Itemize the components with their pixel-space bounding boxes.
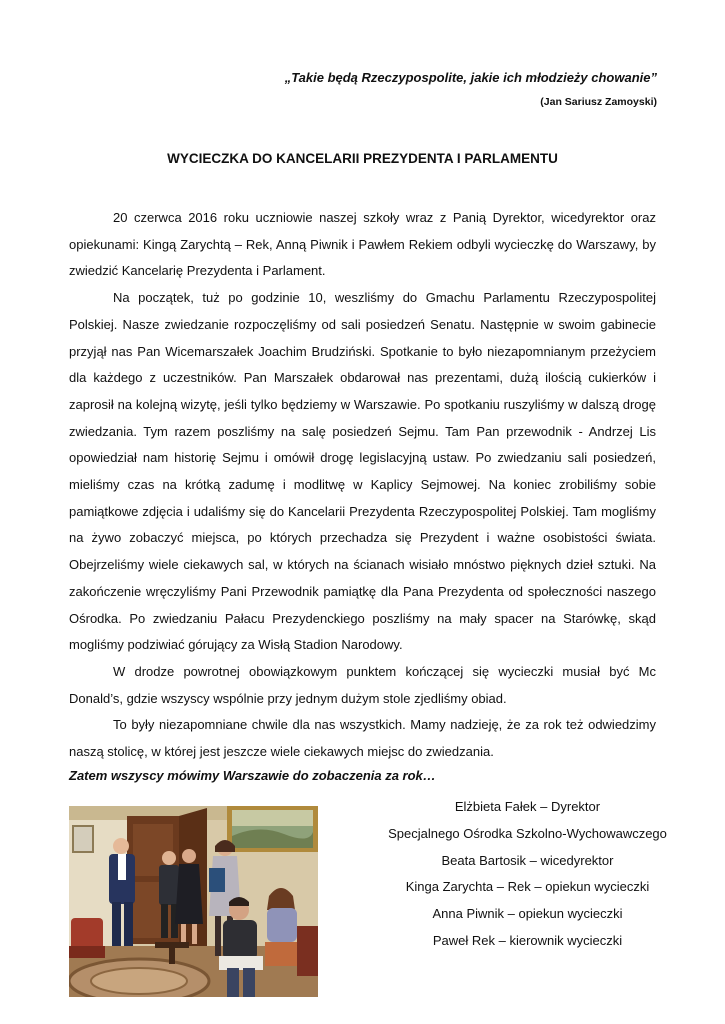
paragraph: To były niezapomniane chwile dla nas wszystkich. Mamy nadzieję, że za rok też odwiedzimy naszą stolicę, w której jest jeszcze wiele ciekawych miejsc do zwiedzania. <box>69 717 656 760</box>
paragraph: Na początek, tuż po godzinie 10, weszliśmy do Gmachu Parlamentu Rzeczypospolitej Polskiej. Nasze zwiedzanie rozpoczęliśmy od sali posiedzeń Senatu. Następnie w swoim gabinecie przyjął nas Pan Wicemarszałek Joachim Brudziński. Spotkanie to było niezapomnianym przeżyciem dla każdego z uczestników. Pan Marszałek obdarował nas prezentami, dużą ilością cukierków i zaprosił na kolejną wizytę, jeśli tylko będziemy w Warszawie. Po spotkaniu ruszyliśmy w dalszą drogę zwiedzania. Tym razem poszliśmy na salę posiedzeń Sejmu. Tam Pan przewodnik - Andrzej Lis opowiedział nam historię Sejmu i omówił drogę legislacyjną ustaw. Po zwiedzaniu sali posiedzeń, mieliśmy czas na krótką zadumę i modlitwę w Kaplicy Sejmowej. Na koniec zrobiliśmy sobie pamiątkowe zdjęcia i udaliśmy się do Kancelarii Prezydenta Rzeczypospolitej Polskiej. Tam mogliśmy na żywo zobaczyć miejsca, po których przechadza się Prezydent i ważne osobistości świata. Obejrzeliśmy wiele ciekawych sal, w których na ścianach wisiało mnóstwo pięknych dzieł sztuki. Na zakończenie wręczyliśmy Pani Przewodnik pamiątkę dla Pana Prezydenta od społeczności naszego Ośrodka. Po zwiedzaniu Pałacu Prezydenckiego poszliśmy na mały spacer na Starówkę, skąd mogliśmy podziwiać górujący za Wisłą Stadion Narodowy. <box>69 290 656 653</box>
closing-line: Zatem wszyscy mówimy Warszawie do zobaczenia za rok… <box>69 768 436 783</box>
motto-author: (Jan Sariusz Zamoyski) <box>540 96 657 108</box>
signature-line: Paweł Rek – kierownik wycieczki <box>432 932 623 948</box>
signature-line: Beata Bartosik – wicedyrektor <box>441 852 614 868</box>
signature-line: Elżbieta Fałek – Dyrektor <box>454 799 601 814</box>
signature-line: Anna Piwnik – opiekun wycieczki <box>432 906 623 922</box>
signature-block <box>340 794 715 955</box>
group-photo <box>69 806 318 997</box>
paragraph: 20 czerwca 2016 roku uczniowie naszej szkoły wraz z Panią Dyrektor, wicedyrektor oraz opiekunami: Kingą Zarychtą – Rek, Anną Piwnik i Pawłem Rekiem odbyli wycieczkę do Warszawy, by zwiedzić Kancelarię Prezydenta i Parlament. <box>69 210 656 279</box>
paragraph: W drodze powrotnej obowiązkowym punktem kończącej się wycieczki musiał być Mc Donald’s, gdzie wszyscy wspólnie przy jednym dużym stole zjedliśmy obiad. <box>69 663 656 706</box>
signature-line: Kinga Zarychta – Rek – opiekun wycieczki <box>405 879 650 895</box>
motto-quote: „Takie będą Rzeczypospolite, jakie ich młodzieży chowanie” <box>284 70 657 85</box>
article-body <box>69 205 656 766</box>
signature-line: Specjalnego Ośrodka Szkolno-Wychowawczego <box>388 825 667 841</box>
document-title: WYCIECZKA DO KANCELARII PREZYDENTA I PARLAMENTU <box>167 151 558 166</box>
